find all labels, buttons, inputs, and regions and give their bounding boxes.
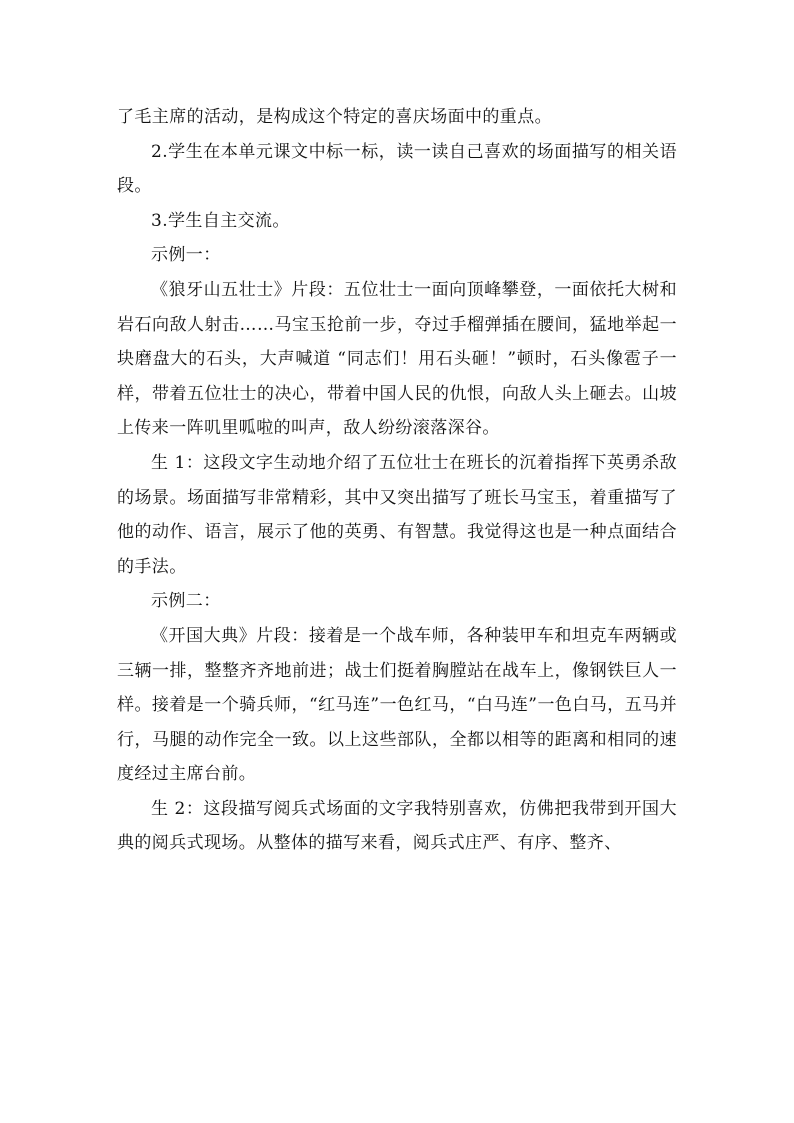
student-1-response: 生 1：这段文字生动地介绍了五位壮士在班长的沉着指挥下英勇杀敌的场景。场面描写非常精彩，其中又突出描写了班长马宝玉，着重描写了他的动作、语言，展示了他的英勇、有智慧。我觉得这也是一种点面结合的手法。 xyxy=(117,452,677,577)
student-2-response: 生 2：这段描写阅兵式场面的文字我特别喜欢，仿佛把我带到开国大典的阅兵式现场。从整体的描写来看，阅兵式庄严、有序、整齐、 xyxy=(117,798,677,854)
example-1-excerpt: 《狼牙山五壮士》片段：五位壮士一面向顶峰攀登，一面依托大树和岩石向敌人射击……马宝玉抢前一步，夺过手榴弹插在腰间，猛地举起一块磨盘大的石头，大声喊道 “同志们！用石头砸！”顿时，石头像雹子一样，带着五位壮士的决心，带着中国人民的仇恨，向敌人头上砸去。山坡上传来一阵叽里呱啦的叫声，敌人纷纷滚落深谷。 xyxy=(117,279,677,439)
paragraph-step-2: 2.学生在本单元课文中标一标，读一读自己喜欢的场面描写的相关语段。 xyxy=(117,141,677,197)
example-2-heading: 示例二： xyxy=(151,591,221,612)
paragraph-continuation: 了毛主席的活动，是构成这个特定的喜庆场面中的重点。 xyxy=(117,107,552,127)
paragraph-step-3: 3.学生自主交流。 xyxy=(151,210,290,231)
example-1-heading: 示例一： xyxy=(151,245,221,266)
example-2-excerpt: 《开国大典》片段：接着是一个战车师，各种装甲车和坦克车两辆或三辆一排，整整齐齐地前进；战士们挺着胸膛站在战车上，像钢铁巨人一样。接着是一个骑兵师，“红马连”一色红马，“白马连”一色白马，五马并行，马腿的动作完全一致。以上这些部队，全都以相等的距离和相同的速度经过主席台前。 xyxy=(117,625,677,785)
document-body xyxy=(117,100,677,861)
